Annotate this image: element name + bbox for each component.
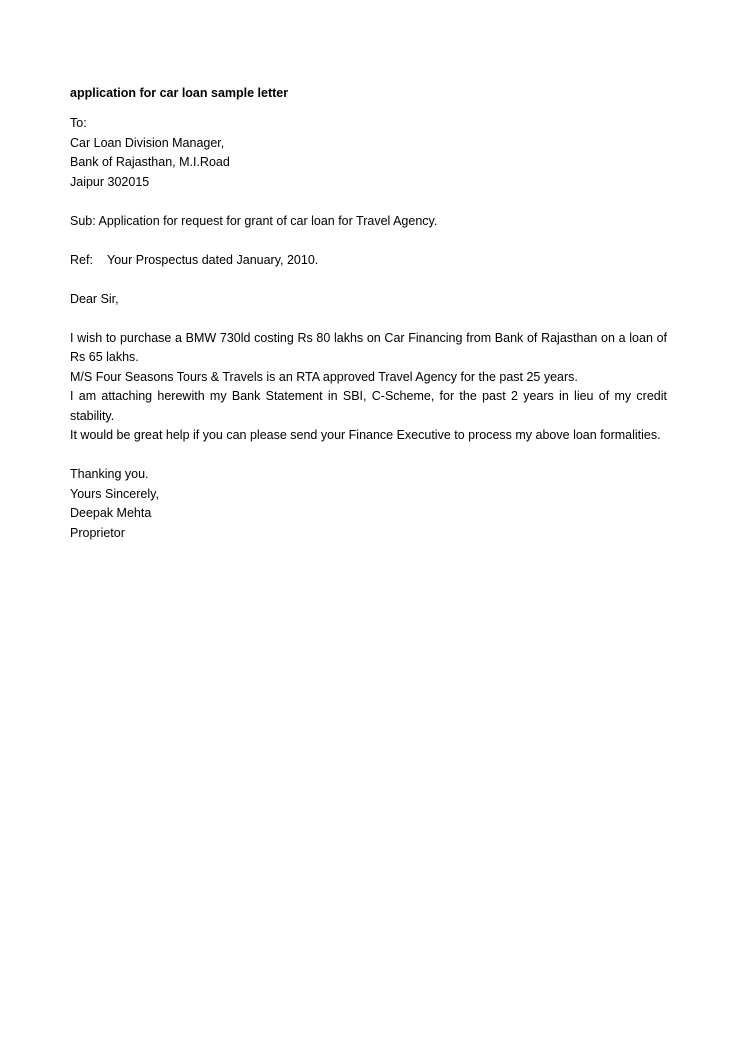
- reference-label: Ref:: [70, 252, 93, 267]
- closing-thanks: Thanking you.: [70, 467, 149, 481]
- salutation: Dear Sir,: [70, 291, 119, 306]
- signer-designation: Proprietor: [70, 525, 125, 540]
- signer-name: Deepak Mehta: [70, 506, 152, 520]
- spacer: [70, 446, 667, 466]
- closing-sign-off: Yours Sincerely,: [70, 486, 159, 501]
- recipient-line-1: Car Loan Division Manager,: [70, 135, 225, 150]
- spacer: [70, 270, 667, 290]
- body-paragraph-1: I wish to purchase a BMW 730ld costing Rs 80 lakhs on Car Financing from Bank of Rajasthan on a loan of Rs 65 lakhs.: [70, 330, 667, 364]
- letter-body: [70, 84, 667, 543]
- spacer: [70, 192, 667, 212]
- spacer: [70, 231, 667, 251]
- body-paragraph-4: It would be great help if you can please send your Finance Executive to process my above loan formalities.: [70, 428, 661, 442]
- recipient-line-3: Jaipur 302015: [70, 174, 150, 189]
- spacer: [70, 309, 667, 329]
- subject-line: Sub: Application for request for grant of car loan for Travel Agency.: [70, 213, 438, 228]
- letter-title: application for car loan sample letter: [70, 86, 289, 100]
- recipient-line-2: Bank of Rajasthan, M.I.Road: [70, 155, 230, 169]
- body-paragraph-2: M/S Four Seasons Tours & Travels is an RTA approved Travel Agency for the past 25 years.: [70, 369, 578, 384]
- reference-line: [70, 251, 667, 271]
- body-paragraph-3: I am attaching herewith my Bank Statement in SBI, C-Scheme, for the past 2 years in lieu of my credit stability.: [70, 389, 667, 423]
- reference-text: Your Prospectus dated January, 2010.: [107, 252, 319, 267]
- to-label: To:: [70, 116, 87, 130]
